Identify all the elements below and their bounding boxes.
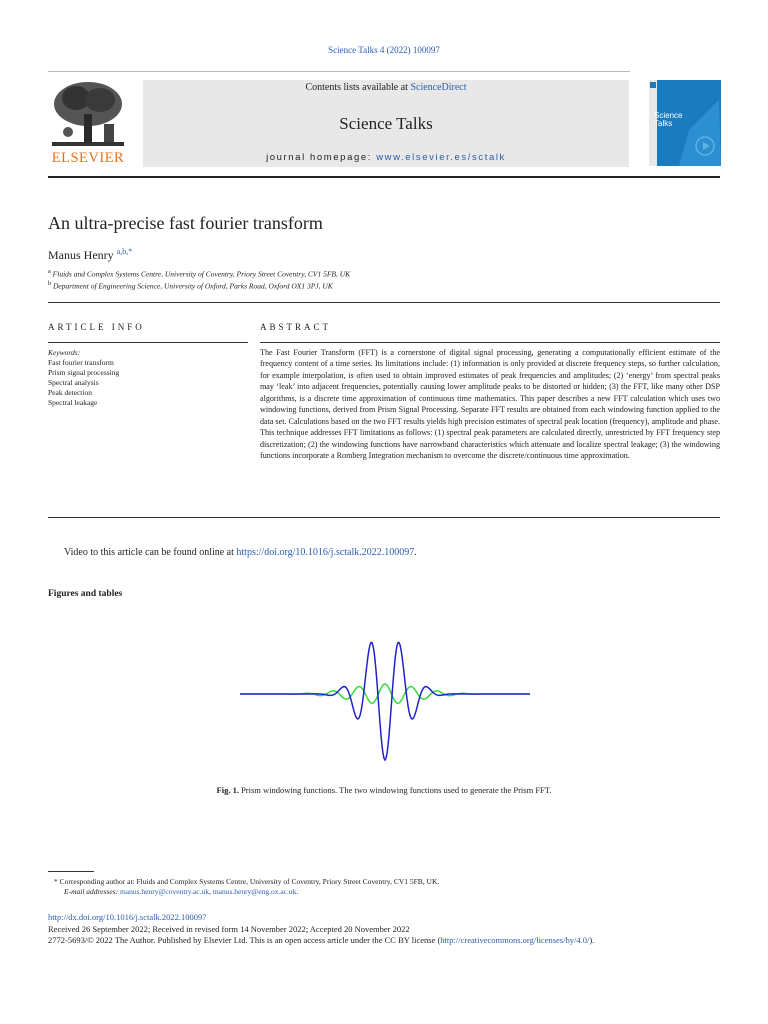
window-function-1-line: [240, 642, 530, 760]
figures-heading: Figures and tables: [48, 589, 123, 599]
elsevier-wordmark: ELSEVIER: [51, 150, 125, 166]
affiliation-a: [48, 268, 350, 279]
doi-link[interactable]: http://dx.doi.org/10.1016/j.sctalk.2022.100097: [48, 912, 207, 922]
keyword-item: Spectral leakage: [48, 398, 98, 407]
footnote-text: Corresponding author at: Fluids and Complex Systems Centre, University of Coventry, Priory Street Coventry, CV1 5FB, UK.: [59, 877, 440, 886]
figure-1-caption-text: Prism windowing functions. The two windowing functions used to generate the Prism FFT.: [238, 785, 552, 795]
publication-info: [48, 912, 594, 947]
figure-1-plot[interactable]: [240, 622, 530, 772]
corresponding-author-footnote: [54, 877, 439, 897]
keywords-list: [48, 348, 119, 408]
author-marks[interactable]: a,b,*: [116, 247, 133, 256]
affiliation-b: [48, 280, 333, 291]
abstract-rule: [260, 342, 720, 343]
affiliation-a-mark: a: [48, 268, 51, 275]
figure-1-caption: [0, 785, 768, 795]
email-sep: ,: [209, 887, 213, 896]
article-info-heading: ARTICLE INFO: [48, 322, 145, 332]
keyword-item: Fast fourier transform: [48, 358, 114, 367]
video-suffix: .: [414, 547, 417, 558]
header-bottom-rule: [48, 176, 720, 178]
video-note: [48, 546, 428, 560]
email-link-1[interactable]: manus.henry@coventry.ac.uk: [119, 887, 210, 896]
journal-cover-thumbnail[interactable]: [649, 80, 721, 166]
info-bottom-rule: [48, 517, 720, 518]
affiliation-b-mark: b: [48, 280, 52, 287]
keywords-rule: [48, 342, 248, 343]
email-label: E-mail addresses:: [64, 887, 120, 896]
keyword-item: Prism signal processing: [48, 368, 120, 377]
info-top-rule: [48, 302, 720, 303]
keyword-item: Spectral analysis: [48, 378, 99, 387]
journal-homepage: [143, 152, 629, 163]
figure-1-label: Fig. 1.: [216, 785, 239, 795]
header-top-rule: [48, 71, 630, 72]
homepage-prefix: journal homepage:: [266, 152, 377, 163]
cover-title-line1: Science: [654, 111, 683, 120]
article-title: An ultra-precise fast fourier transform: [48, 213, 323, 233]
author-line: [48, 247, 132, 263]
keywords-label: Keywords:: [48, 348, 81, 357]
abstract-text: The Fast Fourier Transform (FFT) is a cornerstone of digital signal processing, generating a computationally efficient estimate of the frequency content of a time series. Its limitations include: (1) information is only provided at discrete frequency steps, so further calculation, for example interpolation, is often used to obtain improved estimates of peak frequencies and amplitudes; (2) ‘energy’ from spectral peaks may ‘leak’ into adjacent frequencies, potentially causing lower amplitude peaks to be distorted or hidden; (3) the FFT, like many other DSP algorithms, is a discrete time approximation of continuous time mathematics. This paper describes a new FFT calculation which uses two windowing functions, derived from Prism Signal Processing. Separate FFT results are obtained from each windowing function applied to the data set. Calculations based on the two FFT results yields high precision estimates of spectral peak location (frequency), amplitude and phase. This technique addresses FFT limitations as follows: (1) spectral peak parameters are calculated directly, unrestricted by FFT frequency step discretization; (2) the windowing functions have narrowband characteristics which attenuate and localize spectral leakage; (3) the windowing functions incorporate a Romberg Integration mechanism to overcome the discrete/continuous time approximation.: [260, 348, 720, 461]
footnote-rule: [48, 871, 94, 872]
email-link-2[interactable]: manus.henry@eng.ox.ac.uk: [212, 887, 297, 896]
license-link[interactable]: http://creativecommons.org/licenses/by/4.0/: [440, 935, 590, 945]
cover-title: [654, 112, 682, 128]
contents-line: [143, 82, 629, 93]
homepage-link[interactable]: www.elsevier.es/sctalk: [376, 152, 506, 163]
license-suffix: ).: [589, 935, 595, 945]
contents-prefix: Contents lists available at: [305, 82, 411, 93]
cover-title-line2: Talks: [654, 119, 673, 128]
video-doi-link[interactable]: https://doi.org/10.1016/j.sctalk.2022.100097: [236, 547, 415, 558]
license-prefix: 2772-5693/© 2022 The Author. Published by Elsevier Ltd. This is an open access article under the CC BY license (: [48, 935, 441, 945]
affiliation-b-text: Department of Engineering Science, University of Oxford, Parks Road, Oxford OX1 3PJ, UK: [53, 281, 333, 291]
affiliation-a-text: Fluids and Complex Systems Centre, University of Coventry, Priory Street Coventry, CV1 5FB, UK: [52, 269, 351, 279]
journal-citation[interactable]: Science Talks 4 (2022) 100097: [328, 45, 440, 55]
sciencedirect-link[interactable]: ScienceDirect: [410, 82, 467, 93]
author-name[interactable]: Manus Henry: [48, 248, 114, 262]
footnote-mark: *: [54, 877, 58, 886]
abstract-heading: ABSTRACT: [260, 322, 332, 332]
keyword-item: Peak detection: [48, 388, 92, 397]
journal-name: Science Talks: [339, 114, 433, 133]
publication-dates: Received 26 September 2022; Received in revised form 14 November 2022; Accepted 20 November 2022: [48, 923, 410, 934]
video-prefix: Video to this article can be found online at: [64, 547, 237, 558]
email-end: .: [296, 887, 299, 896]
